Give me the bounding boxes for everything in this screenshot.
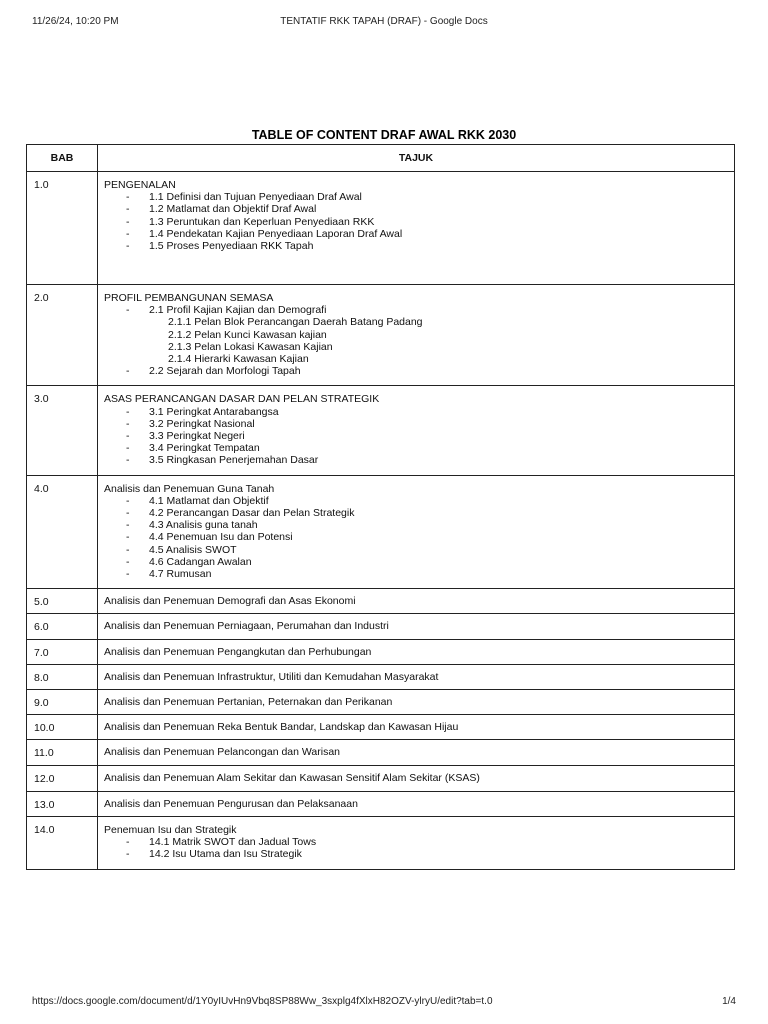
toc-row-14 bbox=[27, 816, 735, 869]
tajuk-cell bbox=[98, 715, 735, 740]
toc-row-1 bbox=[27, 172, 735, 285]
toc-item bbox=[104, 228, 734, 240]
toc-item-label: 4.5 Analisis SWOT bbox=[149, 543, 237, 556]
bullet-dash: - bbox=[126, 430, 130, 443]
bab-cell bbox=[27, 740, 98, 765]
bullet-dash: - bbox=[126, 191, 130, 204]
tajuk-cell bbox=[98, 791, 735, 816]
toc-row-2 bbox=[27, 285, 735, 386]
chapter-heading: Analisis dan Penemuan Pengangkutan dan Perhubungan bbox=[104, 645, 372, 658]
chapter-heading: Analisis dan Penemuan Guna Tanah bbox=[104, 482, 275, 495]
tajuk-cell bbox=[98, 285, 735, 386]
toc-item bbox=[104, 454, 734, 466]
tajuk-cell bbox=[98, 816, 735, 869]
bab-cell bbox=[27, 715, 98, 740]
toc-item bbox=[104, 568, 734, 580]
tajuk-cell bbox=[98, 664, 735, 689]
bullet-dash: - bbox=[126, 531, 130, 544]
bab-cell bbox=[27, 690, 98, 715]
chapter-heading: Analisis dan Penemuan Demografi dan Asas Ekonomi bbox=[104, 595, 356, 608]
toc-row-12 bbox=[27, 765, 735, 791]
toc-item-label: 4.1 Matlamat dan Objektif bbox=[149, 494, 269, 507]
chapter-heading: Analisis dan Penemuan Pengurusan dan Pelaksanaan bbox=[104, 797, 358, 810]
toc-item bbox=[104, 544, 734, 556]
bullet-dash: - bbox=[126, 417, 130, 430]
toc-row-4 bbox=[27, 475, 735, 589]
toc-row-11 bbox=[27, 740, 735, 765]
bab-number: 3.0 bbox=[34, 393, 49, 406]
toc-item-label: 3.4 Peringkat Tempatan bbox=[149, 442, 260, 455]
chapter-heading: Analisis dan Penemuan Alam Sekitar dan Kawasan Sensitif Alam Sekitar (KSAS) bbox=[104, 771, 480, 784]
tajuk-cell bbox=[98, 765, 735, 791]
toc-subitem: 2.1.4 Hierarki Kawasan Kajian bbox=[168, 353, 309, 366]
bullet-dash: - bbox=[126, 494, 130, 507]
toc-item bbox=[104, 203, 734, 215]
bullet-dash: - bbox=[126, 848, 130, 861]
bullet-dash: - bbox=[126, 203, 130, 216]
toc-item-label: 4.3 Analisis guna tanah bbox=[149, 519, 258, 532]
print-datetime: 11/26/24, 10:20 PM bbox=[32, 16, 119, 27]
toc-item-label: 2.1 Profil Kajian Kajian dan Demografi bbox=[149, 304, 327, 317]
bab-cell bbox=[27, 639, 98, 664]
toc-item bbox=[104, 531, 734, 543]
toc-item bbox=[104, 495, 734, 507]
bab-number: 4.0 bbox=[34, 482, 49, 495]
bullet-dash: - bbox=[126, 543, 130, 556]
bab-number: 2.0 bbox=[34, 292, 49, 304]
chapter-heading: PROFIL PEMBANGUNAN SEMASA bbox=[104, 292, 274, 304]
toc-item bbox=[104, 365, 734, 377]
toc-subitem: 2.1.2 Pelan Kunci Kawasan kajian bbox=[168, 328, 327, 341]
toc-item-label: 3.2 Peringkat Nasional bbox=[149, 417, 255, 430]
bullet-dash: - bbox=[126, 227, 130, 240]
bullet-dash: - bbox=[126, 240, 130, 253]
bab-number: 13.0 bbox=[34, 798, 55, 811]
bab-number: 8.0 bbox=[34, 671, 49, 684]
toc-row-7 bbox=[27, 639, 735, 664]
bullet-dash: - bbox=[126, 405, 130, 418]
bullet-dash: - bbox=[126, 568, 130, 581]
toc-item-label: 1.2 Matlamat dan Objektif Draf Awal bbox=[149, 203, 317, 216]
bab-cell bbox=[27, 765, 98, 791]
bullet-dash: - bbox=[126, 215, 130, 228]
toc-item-label: 4.2 Perancangan Dasar dan Pelan Strategik bbox=[149, 507, 355, 520]
bullet-dash: - bbox=[126, 304, 130, 317]
toc-item bbox=[104, 556, 734, 568]
toc-item-label: 14.2 Isu Utama dan Isu Strategik bbox=[149, 848, 302, 861]
toc-item bbox=[104, 216, 734, 228]
bab-cell bbox=[27, 664, 98, 689]
bab-number: 6.0 bbox=[34, 621, 49, 634]
toc-item bbox=[104, 848, 734, 860]
toc-item bbox=[104, 442, 734, 454]
bullet-dash: - bbox=[126, 365, 130, 378]
bab-number: 14.0 bbox=[34, 823, 55, 836]
tajuk-cell bbox=[98, 386, 735, 475]
tajuk-cell bbox=[98, 614, 735, 639]
bullet-dash: - bbox=[126, 507, 130, 520]
chapter-heading: Analisis dan Penemuan Perniagaan, Perumahan dan Industri bbox=[104, 620, 389, 633]
tajuk-cell bbox=[98, 475, 735, 589]
toc-item-label: 3.5 Ringkasan Penerjemahan Dasar bbox=[149, 454, 319, 467]
header-tajuk: TAJUK bbox=[98, 145, 735, 172]
toc-item bbox=[104, 507, 734, 519]
toc-header-row bbox=[27, 145, 735, 172]
toc-item-label: 4.4 Penemuan Isu dan Potensi bbox=[149, 531, 293, 544]
toc-item-label: 1.4 Pendekatan Kajian Penyediaan Laporan Draf Awal bbox=[149, 227, 403, 240]
bab-cell bbox=[27, 386, 98, 475]
chapter-heading: Analisis dan Penemuan Reka Bentuk Bandar, Landskap dan Kawasan Hijau bbox=[104, 721, 459, 734]
toc-item-label: 14.1 Matrik SWOT dan Jadual Tows bbox=[149, 836, 317, 849]
document-url: https://docs.google.com/document/d/1Y0yIUvHn9Vbq8SP88Ww_3sxplg4fXlxH82OZV-ylryU/edit?tab=t.0 bbox=[32, 996, 493, 1007]
toc-row-8 bbox=[27, 664, 735, 689]
bab-number: 7.0 bbox=[34, 646, 49, 659]
bullet-dash: - bbox=[126, 519, 130, 532]
bab-cell bbox=[27, 285, 98, 386]
toc-subitem: 2.1.3 Pelan Lokasi Kawasan Kajian bbox=[168, 340, 333, 353]
print-footer bbox=[32, 996, 736, 1012]
toc-item bbox=[104, 191, 734, 203]
toc-item-label: 3.1 Peringkat Antarabangsa bbox=[149, 405, 279, 418]
chapter-heading: PENGENALAN bbox=[104, 179, 176, 191]
chapter-heading: Analisis dan Penemuan Pertanian, Peternakan dan Perikanan bbox=[104, 696, 393, 709]
toc-item bbox=[104, 430, 734, 442]
tajuk-cell bbox=[98, 740, 735, 765]
page-number: 1/4 bbox=[722, 996, 736, 1007]
toc-row-6 bbox=[27, 614, 735, 639]
tajuk-cell bbox=[98, 172, 735, 285]
print-header bbox=[32, 16, 736, 32]
bab-number: 9.0 bbox=[34, 697, 49, 710]
toc-row-3 bbox=[27, 386, 735, 475]
bullet-dash: - bbox=[126, 454, 130, 467]
tajuk-cell bbox=[98, 639, 735, 664]
bab-number: 12.0 bbox=[34, 772, 55, 785]
toc-item-label: 4.6 Cadangan Awalan bbox=[149, 555, 252, 568]
toc-row-13 bbox=[27, 791, 735, 816]
bab-cell bbox=[27, 791, 98, 816]
bab-number: 5.0 bbox=[34, 596, 49, 609]
bab-cell bbox=[27, 172, 98, 285]
toc-item bbox=[104, 304, 734, 316]
toc-title: TABLE OF CONTENT DRAF AWAL RKK 2030 bbox=[251, 128, 517, 142]
toc-item bbox=[104, 418, 734, 430]
toc-subitem: 2.1.1 Pelan Blok Perancangan Daerah Batang Padang bbox=[168, 316, 423, 329]
bab-number: 10.0 bbox=[34, 722, 55, 735]
toc-row-5 bbox=[27, 589, 735, 614]
bullet-dash: - bbox=[126, 555, 130, 568]
toc-item bbox=[104, 406, 734, 418]
chapter-heading: Analisis dan Penemuan Infrastruktur, Utiliti dan Kemudahan Masyarakat bbox=[104, 670, 439, 683]
bab-number: 1.0 bbox=[34, 179, 49, 191]
bab-cell bbox=[27, 614, 98, 639]
bab-number: 11.0 bbox=[34, 747, 54, 760]
print-doc-title: TENTATIF RKK TAPAH (DRAF) - Google Docs bbox=[280, 16, 488, 27]
toc-table bbox=[26, 144, 735, 870]
toc-item-label: 3.3 Peringkat Negeri bbox=[149, 430, 245, 443]
toc-item-label: 1.5 Proses Penyediaan RKK Tapah bbox=[149, 240, 314, 253]
bab-cell bbox=[27, 816, 98, 869]
tajuk-cell bbox=[98, 589, 735, 614]
bullet-dash: - bbox=[126, 442, 130, 455]
bab-cell bbox=[27, 589, 98, 614]
chapter-heading: Penemuan Isu dan Strategik bbox=[104, 823, 237, 836]
header-bab: BAB bbox=[27, 145, 98, 172]
bab-cell bbox=[27, 475, 98, 589]
toc-row-10 bbox=[27, 715, 735, 740]
toc-item bbox=[104, 240, 734, 252]
toc-item bbox=[104, 519, 734, 531]
toc-row-9 bbox=[27, 690, 735, 715]
toc-item-label: 4.7 Rumusan bbox=[149, 568, 212, 581]
toc-item-label: 1.1 Definisi dan Tujuan Penyediaan Draf Awal bbox=[149, 191, 362, 204]
chapter-heading: Analisis dan Penemuan Pelancongan dan Warisan bbox=[104, 746, 341, 759]
bullet-dash: - bbox=[126, 836, 130, 849]
toc-item-label: 2.2 Sejarah dan Morfologi Tapah bbox=[149, 365, 301, 378]
chapter-heading: ASAS PERANCANGAN DASAR DAN PELAN STRATEGIK bbox=[104, 393, 380, 406]
tajuk-cell bbox=[98, 690, 735, 715]
toc-item bbox=[104, 836, 734, 848]
toc-item-label: 1.3 Peruntukan dan Keperluan Penyediaan RKK bbox=[149, 215, 375, 228]
